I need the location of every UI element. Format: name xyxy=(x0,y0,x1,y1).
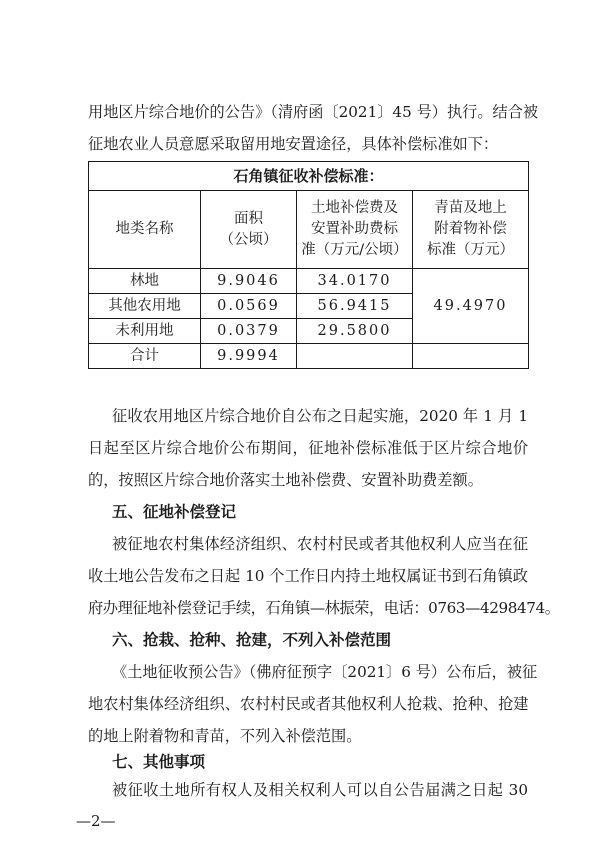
intro-line-2: 征地农业人员意愿采取留用地安置途径，具体补偿标准如下： xyxy=(88,135,499,153)
row-compensation: 56.9415 xyxy=(297,294,413,319)
section7-line-1: 被征收土地所有权人及相关权利人可以自公告届满之日起 30 xyxy=(112,781,528,799)
para1-line-1: 征收农用地区片综合地价自公布之日起实施，2020 年 1 月 1 xyxy=(112,407,528,425)
table-title-row xyxy=(89,162,529,191)
header-crops-line-1: 青苗及地上 xyxy=(434,200,507,216)
row-compensation: 29.5800 xyxy=(297,319,413,344)
row-area: 0.0569 xyxy=(201,294,297,319)
section7-heading: 七、其他事项 xyxy=(112,753,206,771)
table-total-row xyxy=(89,344,529,369)
total-area: 9.9994 xyxy=(201,344,297,369)
intro-line-1: 用地区片综合地价的公告》（清府函〔2021〕45 号）执行。结合被 xyxy=(88,103,539,121)
row-area: 0.0379 xyxy=(201,319,297,344)
section5-line-1: 被征地农村集体经济组织、农村村民或者其他权利人应当在征 xyxy=(112,535,528,553)
section6-line-3: 的地上附着物和青苗，不列入补偿范围。 xyxy=(88,727,362,745)
crops-value: 49.4970 xyxy=(413,269,529,344)
header-land-type: 地类名称 xyxy=(89,191,201,269)
section5-line-3: 府办理征地补偿登记手续，石角镇—林振荣，电话：0763—4298474。 xyxy=(88,599,560,617)
row-land-type: 其他农用地 xyxy=(89,294,201,319)
total-label: 合计 xyxy=(89,344,201,369)
compensation-table xyxy=(88,161,529,369)
row-area: 9.9046 xyxy=(201,269,297,294)
header-compensation-line-3: 准（万元/公顷） xyxy=(301,242,408,258)
row-land-type: 林地 xyxy=(89,269,201,294)
section5-heading: 五、征地补偿登记 xyxy=(112,503,237,521)
table-row xyxy=(89,269,529,294)
table-header-row xyxy=(89,191,529,269)
section6-heading: 六、抢栽、抢种、抢建，不列入补偿范围 xyxy=(112,631,392,649)
header-area-line-2: （公顷） xyxy=(219,231,278,248)
table-title: 石角镇征收补偿标准： xyxy=(89,162,529,191)
section6-line-1: 《土地征收预公告》（佛府征预字〔2021〕6 号）公布后，被征 xyxy=(112,663,538,681)
header-compensation-line-1: 土地补偿费及 xyxy=(311,200,398,216)
total-compensation-empty xyxy=(297,344,413,369)
header-compensation xyxy=(297,191,413,269)
header-compensation-line-2: 安置补助费标 xyxy=(311,221,398,237)
row-compensation: 34.0170 xyxy=(297,269,413,294)
page-number: —2— xyxy=(76,812,116,830)
para1-line-2: 日起至区片综合地价公布期间，征地补偿标准低于区片综合地价 xyxy=(88,439,528,457)
section5-line-2: 收土地公告发布之日起 10 个工作日内持土地权属证书到石角镇政 xyxy=(88,567,528,585)
total-crops-empty xyxy=(413,344,529,369)
row-land-type: 未利用地 xyxy=(89,319,201,344)
header-crops xyxy=(413,191,529,269)
header-crops-line-3: 标准（万元） xyxy=(427,242,514,258)
header-area xyxy=(201,191,297,269)
header-crops-line-2: 附着物补偿 xyxy=(434,221,507,237)
section6-line-2: 地农村集体经济组织、农村村民或者其他权利人抢栽、抢种、抢建 xyxy=(88,695,529,713)
header-area-line-1: 面积 xyxy=(234,210,263,227)
para1-line-3: 的，按照区片综合地价落实土地补偿费、安置补助费差额。 xyxy=(88,471,483,489)
